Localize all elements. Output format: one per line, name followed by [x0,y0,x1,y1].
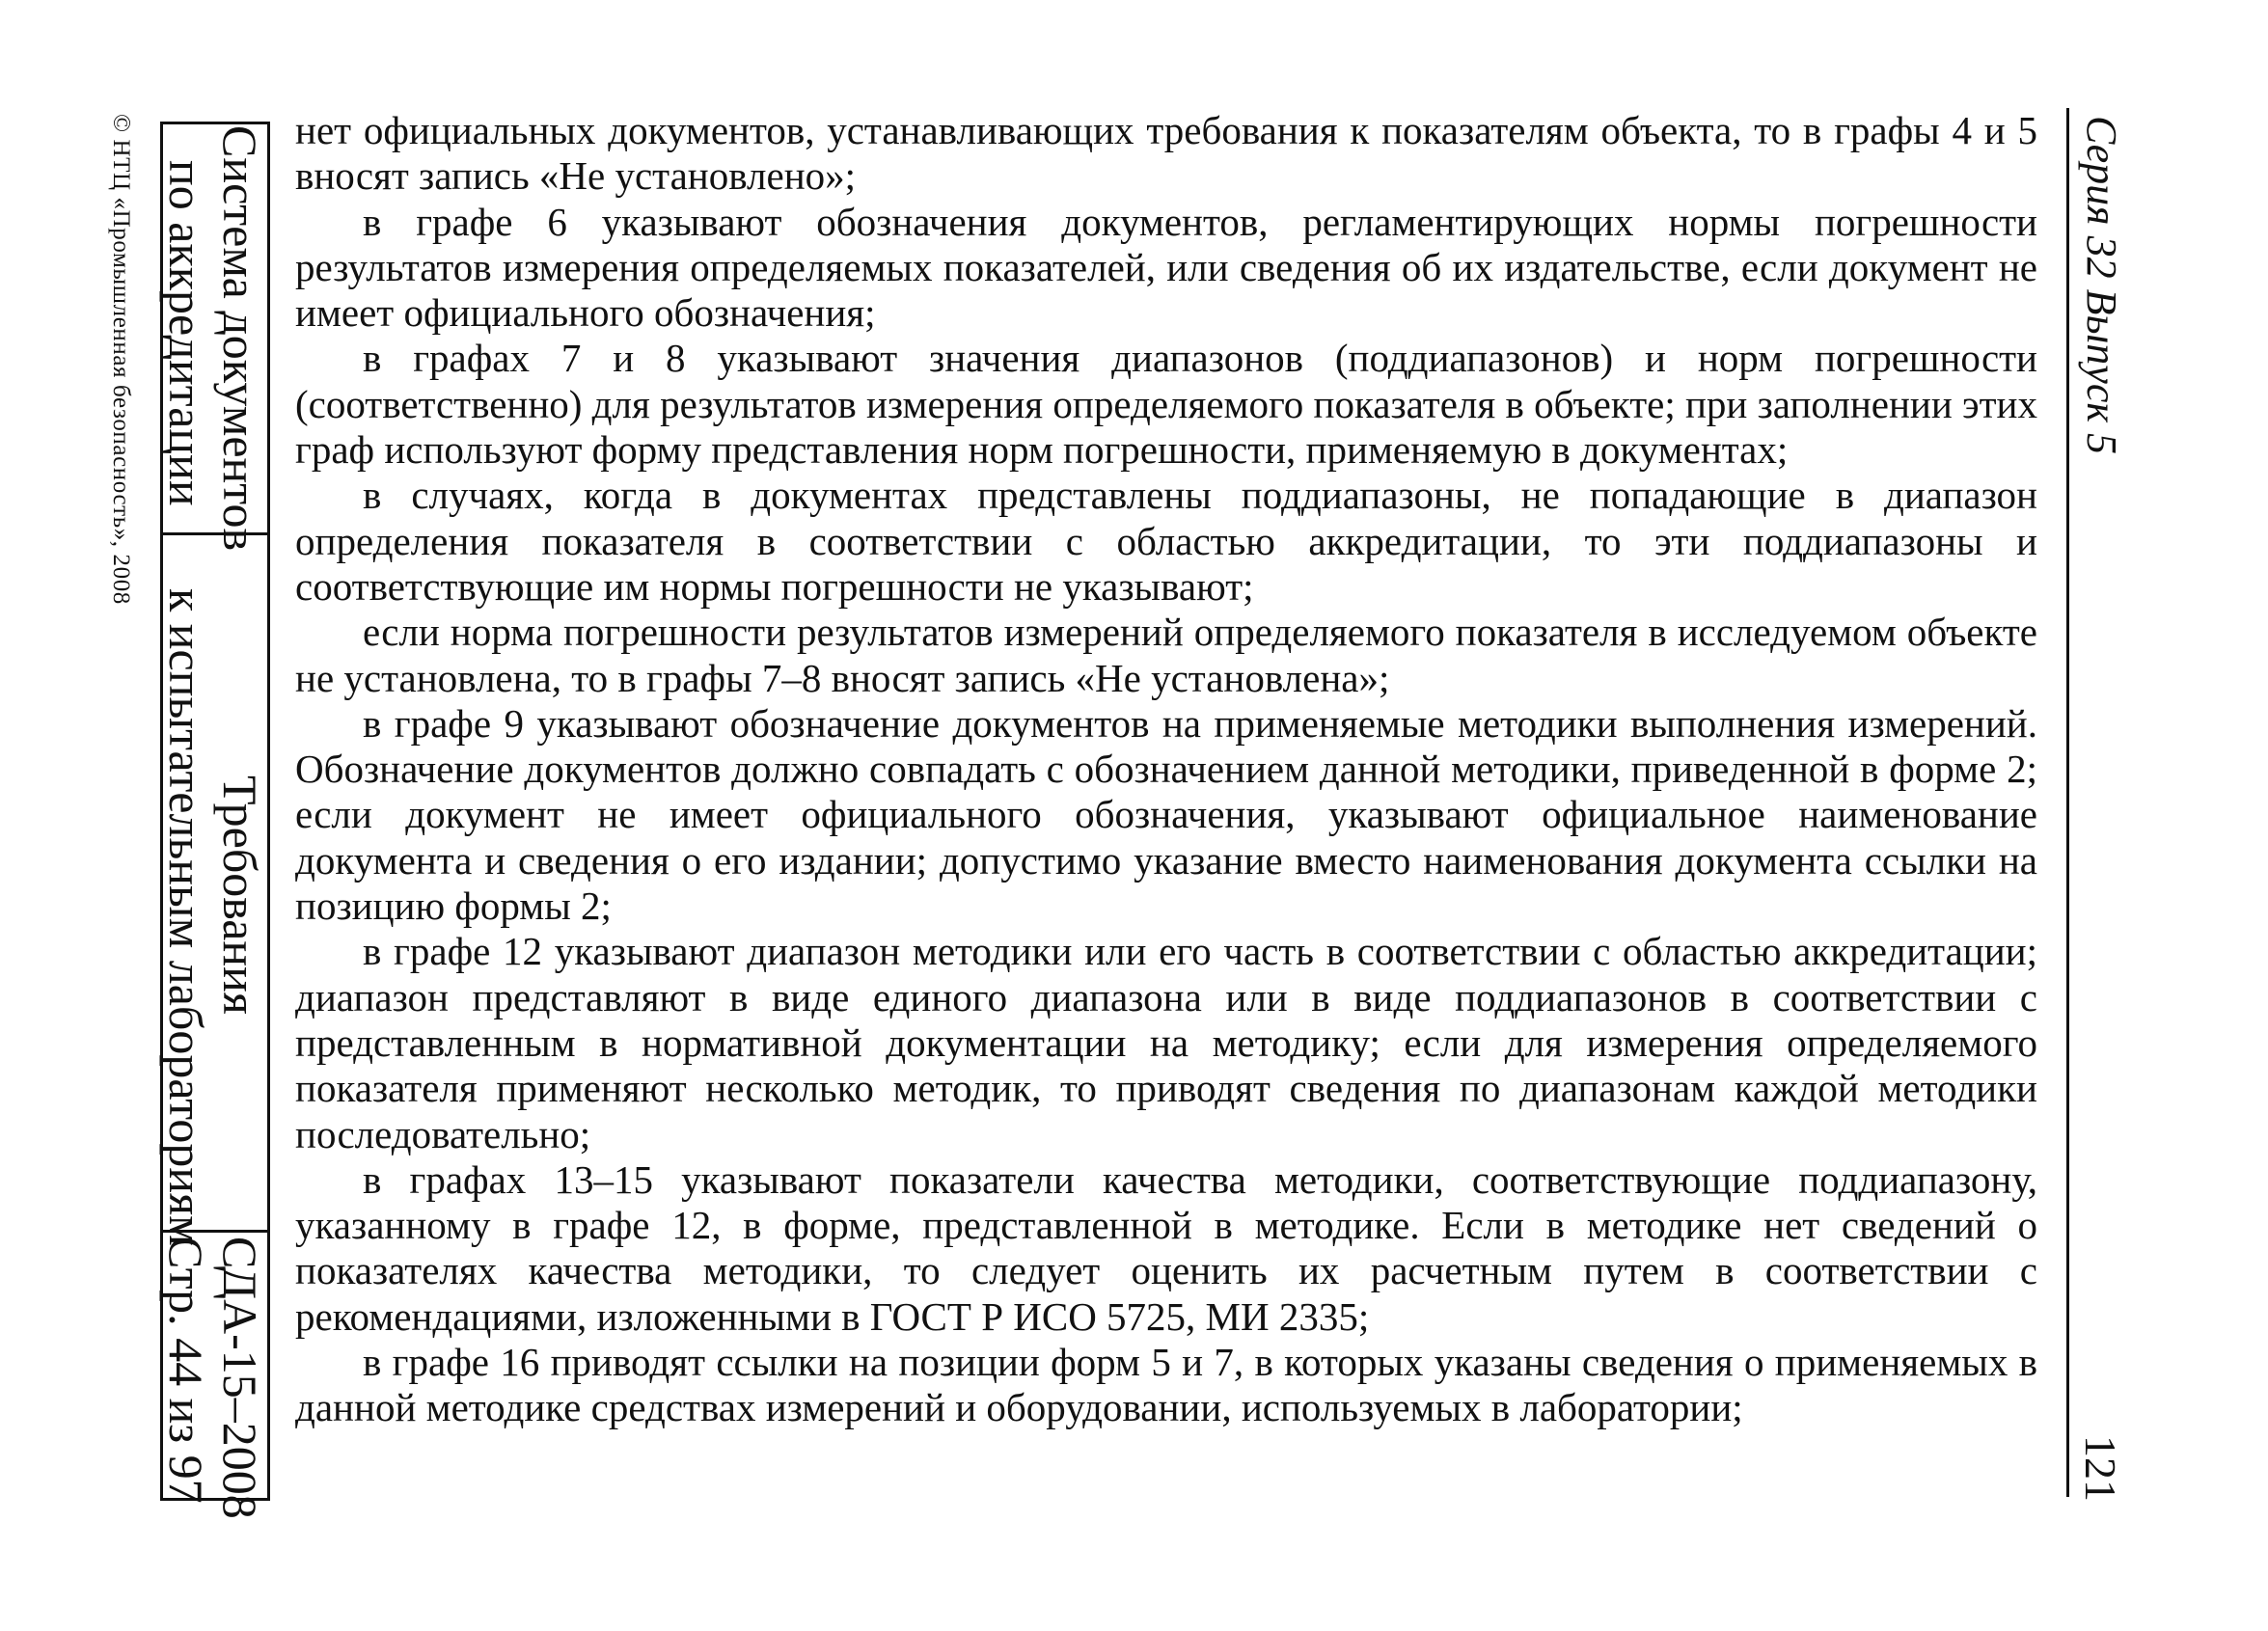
paragraph: нет официальных документов, устанавливающих требования к показателям объекта, то в графы 4 и 5 вносят запись «Не установлено»; [295,108,2037,199]
paragraph: в случаях, когда в документах представлены поддиапазоны, не попадающие в диапазон определения показателя в соответствии с областью аккредитации, то эти поддиапазоны и соответствующие им нормы погрешности не указывают; [295,473,2037,609]
series-title: Серия 32 Выпуск 5 [2078,116,2125,454]
paragraph: в графах 7 и 8 указывают значения диапазонов (поддиапазонов) и норм погрешности (соответственно) для результатов измерения определяемого показателя в объекте; при заполнении этих граф используют форму представления норм погрешности, применяемую в документах; [295,336,2037,473]
copyright-notice: © НТЦ «Промышленная безопасность», 2008 [108,114,134,605]
page-reference: Стр. 44 из 97 [159,1237,213,1504]
document-code: СДА-15–2008 [213,1237,267,1519]
paragraph: в графах 13–15 указывают показатели качества методики, соответствующие поддиапазону, указанному в графе 12, в форме, представленной в методике. Если в методике нет сведений о показателях качества методики, то следует оценить их расчетным путем в соответствии с рекомендациями, изложенными в ГОСТ Р ИСО 5725, МИ 2335; [295,1156,2037,1339]
stamp-border-top [160,122,270,124]
stamp-border-right [267,122,270,1501]
paragraph: в графе 12 указывают диапазон методики или его часть в соответствии с областью аккредитации; диапазон представляют в виде единого диапазона или в виде поддиапазонов в соответствии с представленным в нормативной документации на методику; если для измерения определяемого показателя применяют несколько методик, то приводят сведения по диапазонам каждой методики последовательно; [295,929,2037,1156]
paragraph: в графе 16 приводят ссылки на позиции форм 5 и 7, в которых указаны сведения о применяемых в данной методике средствах измерений и оборудовании, используемых в лаборатории; [295,1340,2037,1430]
paragraph: в графе 6 указывают обозначения документов, регламентирующих нормы погрешности результатов измерения определяемых показателей, или сведения об их издательстве, если документ не имеет официального обозначения; [295,199,2037,336]
system-title-line1: Система документов [213,125,267,552]
requirements-title-line2: к испытательным лабораториям [159,588,213,1246]
system-title-line2: по аккредитации [159,160,213,506]
requirements-title-line1: Требования [213,775,267,1015]
paragraph: в графе 9 указывают обозначение документов на применяемые методики выполнения измерений. Обозначение документов должно совпадать с обозначением данной методики, приведенной в форме 2; если документ не имеет официального обозначения, указывают официальное наименование документа и сведения о его издании; допустимо указание вместо наименования документа ссылки на позицию формы 2; [295,700,2037,929]
paragraph: если норма погрешности результатов измерений определяемого показателя в исследуемом объекте не установлена, то в графы 7–8 вносят запись «Не установлена»; [295,610,2037,700]
page-number: 121 [2076,1435,2125,1502]
header-rule [2066,108,2069,1497]
body-text [295,108,2037,1431]
